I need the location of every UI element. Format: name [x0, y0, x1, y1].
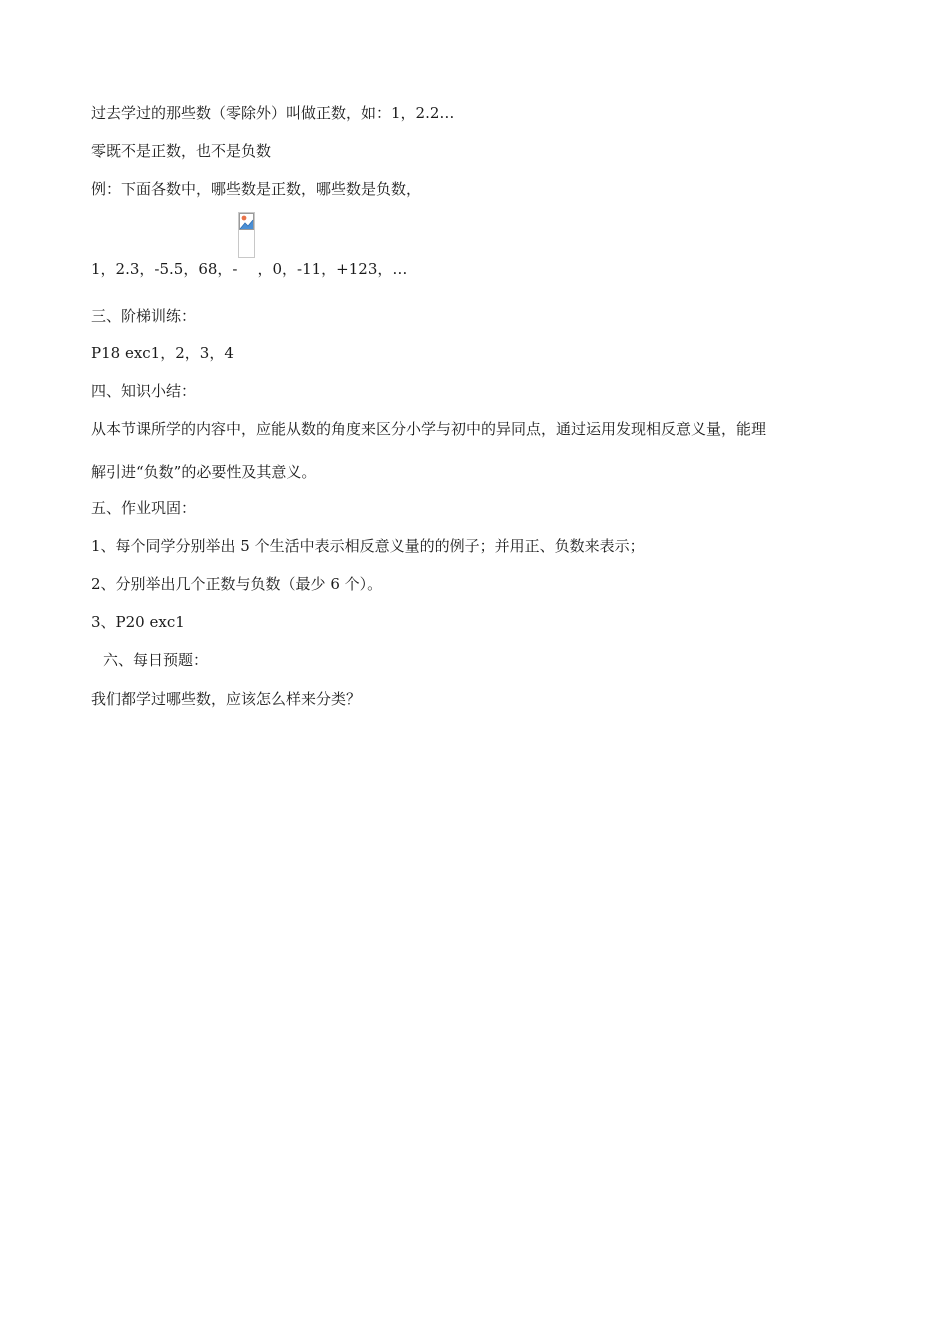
broken-image-icon	[238, 212, 255, 258]
heading-knowledge-summary: 四、知识小结：	[91, 382, 197, 400]
paragraph-positive-numbers: 过去学过的那些数（零除外）叫做正数，如：1，2.2…	[91, 104, 455, 122]
heading-ladder-training: 三、阶梯训练：	[91, 307, 197, 325]
paragraph-daily-preview-question: 我们都学过哪些数，应该怎么样来分类？	[91, 690, 362, 708]
paragraph-summary-line-1: 从本节课所学的内容中，应能从数的角度来区分小学与初中的异同点，通过运用发现相反意义量，能理	[91, 420, 767, 438]
heading-homework: 五、作业巩固：	[91, 499, 197, 517]
heading-daily-preview: 六、每日预题：	[103, 651, 209, 669]
paragraph-exercise-p18: P18 exc1，2，3，4	[91, 344, 234, 362]
homework-item-1: 1、每个同学分别举出 5 个生活中表示相反意义量的的例子；并用正、负数来表示；	[91, 537, 645, 555]
paragraph-zero: 零既不是正数，也不是负数	[91, 142, 272, 160]
homework-item-3: 3、P20 exc1	[91, 613, 185, 631]
paragraph-example-prompt: 例：下面各数中，哪些数是正数，哪些数是负数，	[91, 180, 422, 198]
example-numbers-part-2: ，0，-11，+123，…	[257, 260, 408, 278]
example-numbers-part-1: 1，2.3，-5.5，68，-	[91, 260, 238, 278]
paragraph-summary-line-2: 解引进“负数”的必要性及其意义。	[91, 463, 317, 481]
paragraph-example-numbers	[91, 212, 408, 278]
homework-item-2: 2、分别举出几个正数与负数（最少 6 个）。	[91, 575, 383, 593]
